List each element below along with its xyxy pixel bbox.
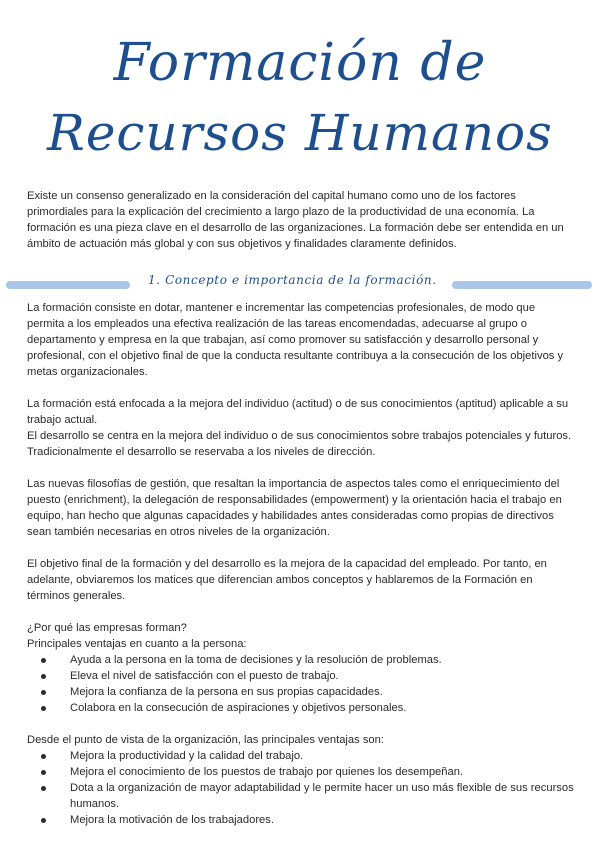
bullet-icon (41, 658, 46, 663)
bullet-icon (41, 706, 46, 711)
list-item: Mejora el conocimiento de los puestos de trabajo por quienes los desempeñan. (27, 764, 575, 780)
paragraph-desarrollo: El desarrollo se centra en la mejora del individuo o de sus conocimientos sobre trabajos potenciales y futuros. Tradicionalmente el desarrollo se reservaba a los niveles de dirección. (27, 430, 572, 458)
heading-highlight-left (6, 281, 130, 289)
org-intro: Desde el punto de vista de la organización, las principales ventajas son: (27, 734, 384, 746)
bullet-icon (41, 818, 46, 823)
page-title (0, 28, 600, 168)
title-line-1: Formación de (113, 33, 487, 93)
list-item: Eleva el nivel de satisfacción con el puesto de trabajo. (27, 668, 575, 684)
heading-highlight-right (452, 281, 592, 289)
section-heading-bar (0, 272, 600, 294)
intro-paragraph (27, 188, 575, 252)
intro-text: Existe un consenso generalizado en la consideración del capital humano como uno de los factores primordiales para la explicación del crecimiento a largo plazo de la productividad de una economía. La formación es una pieza clave en el desarrollo de las organizaciones. La formación debe ser entendida en un ámbito de actuación más global y con sus objetivos y finalidades claramente definidos. (27, 190, 564, 250)
paragraph-filosofias: Las nuevas filosofías de gestión, que resaltan la importancia de aspectos tales como el enriquecimiento del puesto (enrichment), la delegación de responsabilidades (empowerment) y la orientación hacia el trabajo en equipo, han hecho que algunas capacidades y habilidades antes consideradas como propias de directivos sean también necesarias en otros niveles de la organización. (27, 478, 562, 538)
paragraph-definition: La formación consiste en dotar, mantener e incrementar las competencias profesionales, de modo que permita a los empleados una efectiva realización de las tareas encomendadas, adecuarse al grupo o departamento y empresa en la que trabajan, así como promover su satisfacción y desarrollo personal y profesional, con el objetivo final de que la conducta resultante contribuya a la consecución de los objetivos y metas organizacionales. (27, 302, 564, 378)
section-body (27, 300, 575, 828)
question-line: ¿Por qué las empresas forman? (27, 622, 187, 634)
list-item: Mejora la productividad y la calidad del trabajo. (27, 748, 575, 764)
bullet-icon (41, 770, 46, 775)
bullet-icon (41, 786, 46, 791)
list-item: Dota a la organización de mayor adaptabilidad y le permite hacer un uso más flexible de sus recursos humanos. (27, 780, 575, 812)
paragraph-objetivo: El objetivo final de la formación y del desarrollo es la mejora de la capacidad del empleado. Por tanto, en adelante, obviaremos los matices que diferencian ambos conceptos y hablaremos de la Formación en términos generales. (27, 558, 547, 602)
bullet-icon (41, 754, 46, 759)
bullet-icon (41, 674, 46, 679)
bullet-icon (41, 690, 46, 695)
persona-list (27, 652, 575, 716)
section-heading: 1. Concepto e importancia de la formación. (148, 273, 437, 287)
list-item: Colabora en la consecución de aspiraciones y objetivos personales. (27, 700, 575, 716)
org-list (27, 748, 575, 828)
list-item: Mejora la confianza de la persona en sus propias capacidades. (27, 684, 575, 700)
title-line-2: Recursos Humanos (47, 104, 553, 162)
list-item: Ayuda a la persona en la toma de decisiones y la resolución de problemas. (27, 652, 575, 668)
list-item: Mejora la motivación de los trabajadores. (27, 812, 575, 828)
persona-intro: Principales ventajas en cuanto a la persona: (27, 638, 247, 650)
paragraph-formacion: La formación está enfocada a la mejora del individuo (actitud) o de sus conocimientos (aptitud) aplicable a su trabajo actual. (27, 398, 569, 426)
